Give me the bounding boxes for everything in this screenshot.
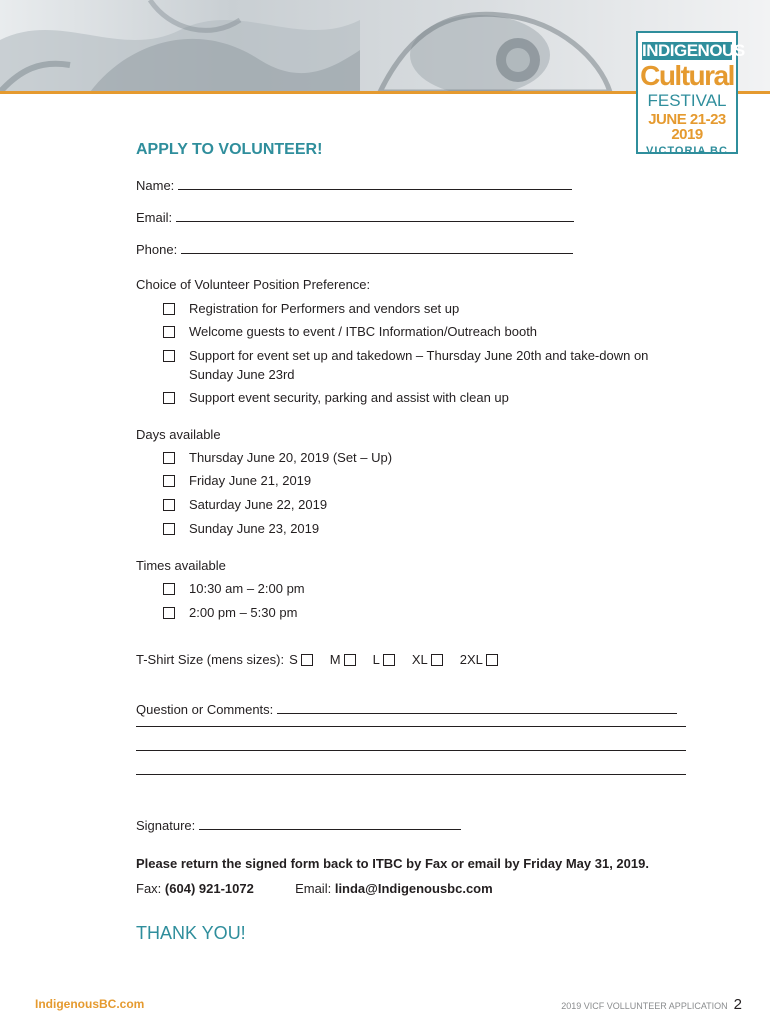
tshirt-size-2xl-label: 2XL: [459, 652, 483, 667]
day-option-label: Sunday June 23, 2019: [189, 521, 320, 536]
signature-input-line[interactable]: [199, 817, 461, 830]
position-checkbox[interactable]: [163, 303, 175, 315]
day-checkbox[interactable]: [163, 475, 175, 487]
tshirt-size-m-checkbox[interactable]: [344, 654, 356, 666]
signature-field[interactable]: [136, 817, 461, 833]
name-field[interactable]: [136, 177, 572, 193]
day-checkbox[interactable]: [163, 452, 175, 464]
name-input-line[interactable]: [178, 177, 572, 190]
name-label: Name:: [136, 178, 175, 193]
return-instructions: Please return the signed form back to ITBC by Fax or email by Friday May 31, 2019.: [136, 856, 649, 871]
tshirt-size-xl[interactable]: [412, 652, 443, 667]
day-option[interactable]: [163, 474, 311, 490]
tshirt-size-xl-checkbox[interactable]: [431, 654, 443, 666]
tshirt-size-2xl-checkbox[interactable]: [486, 654, 498, 666]
times-available-label: Times available: [136, 558, 226, 573]
time-option-label: 2:00 pm – 5:30 pm: [189, 605, 298, 620]
page-title: APPLY TO VOLUNTEER!: [136, 141, 323, 158]
comments-line[interactable]: [136, 750, 686, 751]
position-option-label: Support for event set up and takedown – Thursday June 20th and take-down on Sunday June 23rd: [189, 348, 649, 382]
tshirt-size-m-label: M: [329, 652, 341, 667]
phone-label: Phone:: [136, 242, 178, 257]
day-option[interactable]: [163, 451, 392, 467]
tshirt-size-s-checkbox[interactable]: [301, 654, 313, 666]
comments-field[interactable]: [136, 701, 677, 717]
festival-logo: [636, 31, 745, 157]
fax-label: Fax:: [136, 881, 162, 896]
tshirt-size-l-label: L: [372, 652, 380, 667]
day-option[interactable]: [163, 522, 319, 538]
footer-doc-title: 2019 VICF VOLLUNTEER APPLICATION: [561, 1001, 728, 1011]
phone-input-line[interactable]: [181, 241, 573, 254]
logo-line-location: VICTORIA BC: [646, 145, 728, 157]
tshirt-size-s[interactable]: [289, 652, 313, 667]
tshirt-size-l-checkbox[interactable]: [383, 654, 395, 666]
email-input-line[interactable]: [176, 209, 574, 222]
time-option[interactable]: [163, 582, 305, 598]
day-option[interactable]: [163, 498, 327, 514]
logo-line-dates: JUNE 21-23 2019: [648, 111, 726, 143]
contact-info: [136, 881, 493, 896]
comments-line[interactable]: [136, 726, 686, 727]
tshirt-size-l[interactable]: [373, 652, 395, 667]
email-contact-label: Email:: [295, 881, 332, 896]
email-field[interactable]: [136, 209, 574, 225]
day-option-label: Friday June 21, 2019: [189, 473, 312, 488]
day-option-label: Thursday June 20, 2019 (Set – Up): [189, 450, 393, 465]
footer-site-link[interactable]: IndigenousBC.com: [35, 997, 145, 1011]
position-checkbox[interactable]: [163, 392, 175, 404]
tshirt-size-s-label: S: [289, 652, 298, 667]
time-option[interactable]: [163, 606, 297, 622]
days-available-label: Days available: [136, 427, 221, 442]
comments-label: Question or Comments:: [136, 702, 274, 717]
tshirt-size-2xl[interactable]: [460, 652, 498, 667]
footer-doc-info: [561, 996, 742, 1013]
position-option[interactable]: [163, 391, 509, 407]
tshirt-size-row: [136, 652, 498, 667]
thank-you-heading: THANK YOU!: [136, 923, 246, 943]
comments-line[interactable]: [136, 774, 686, 775]
tshirt-size-xl-label: XL: [411, 652, 428, 667]
position-option-label: Registration for Performers and vendors set up: [189, 301, 460, 316]
phone-field[interactable]: [136, 241, 573, 257]
time-checkbox[interactable]: [163, 607, 175, 619]
tshirt-size-label: T-Shirt Size (mens sizes):: [136, 652, 285, 667]
day-checkbox[interactable]: [163, 499, 175, 511]
logo-line-cultural: Cultural: [640, 60, 734, 91]
day-option-label: Saturday June 22, 2019: [189, 497, 328, 512]
position-option-label: Support event security, parking and assist with clean up: [189, 390, 509, 405]
time-checkbox[interactable]: [163, 583, 175, 595]
logo-line-festival: FESTIVAL: [647, 91, 727, 110]
tshirt-size-m[interactable]: [330, 652, 356, 667]
fax-number: (604) 921-1072: [164, 881, 254, 896]
position-preference-label: Choice of Volunteer Position Preference:: [136, 277, 371, 292]
logo-line-indigenous: INDIGENOUS: [642, 41, 745, 60]
signature-label: Signature:: [136, 818, 196, 833]
comments-input-line[interactable]: [277, 701, 677, 714]
position-checkbox[interactable]: [163, 350, 175, 362]
time-option-label: 10:30 am – 2:00 pm: [189, 581, 305, 596]
position-option-label: Welcome guests to event / ITBC Information/Outreach booth: [189, 324, 538, 339]
email-address: linda@Indigenousbc.com: [334, 881, 493, 896]
position-checkbox[interactable]: [163, 326, 175, 338]
position-option[interactable]: [163, 349, 683, 384]
position-option[interactable]: [163, 325, 537, 341]
page-number: 2: [733, 996, 742, 1013]
position-option[interactable]: [163, 302, 459, 318]
day-checkbox[interactable]: [163, 523, 175, 535]
email-label: Email:: [136, 210, 173, 225]
